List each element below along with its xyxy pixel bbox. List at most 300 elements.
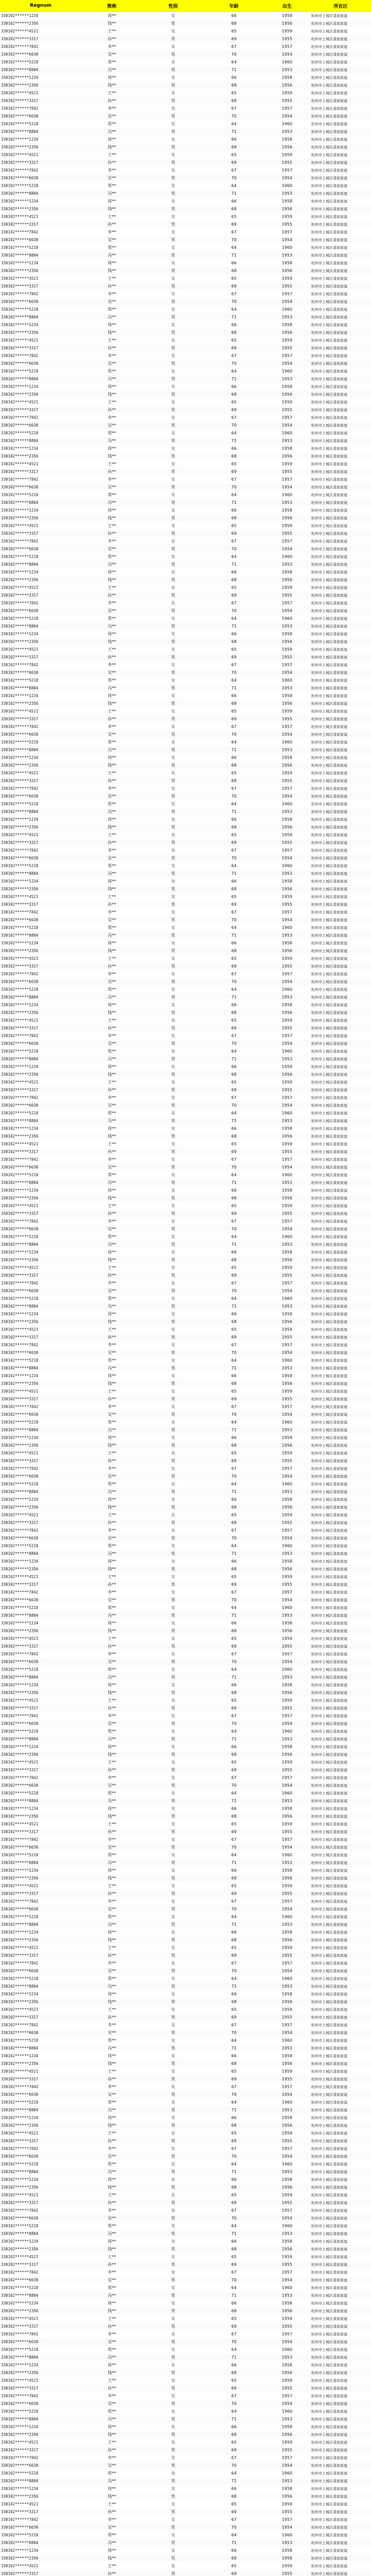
table-row[interactable] bbox=[0, 2207, 371, 2214]
cell-district[interactable]: 杭州市上城区清波街道 bbox=[311, 245, 347, 250]
cell-age[interactable]: 66 bbox=[231, 2363, 237, 2367]
cell-gender[interactable]: 女 bbox=[171, 1714, 175, 1718]
table-row[interactable] bbox=[0, 1047, 371, 1055]
cell-gender[interactable]: 女 bbox=[171, 2146, 175, 2151]
cell-district[interactable]: 杭州市上城区清波街道 bbox=[310, 1086, 371, 1094]
table-row[interactable] bbox=[0, 2222, 371, 2230]
cell-gender[interactable]: 女 bbox=[171, 13, 175, 18]
cell-gender[interactable]: 女 bbox=[171, 1003, 175, 1007]
cell-regnum[interactable]: 330102******8804 bbox=[0, 1179, 81, 1187]
table-row[interactable] bbox=[0, 1588, 371, 1596]
cell-gender[interactable]: 男 bbox=[142, 483, 204, 491]
cell-age[interactable]: 71 bbox=[204, 1673, 264, 1681]
cell-age[interactable]: 69 bbox=[204, 159, 264, 166]
table-row[interactable] bbox=[0, 2299, 371, 2307]
cell-district[interactable]: 杭州市上城区清波街道 bbox=[310, 885, 371, 893]
table-row[interactable] bbox=[0, 962, 371, 970]
cell-birth[interactable]: 1955 bbox=[264, 1395, 310, 1403]
cell-name[interactable]: 吴** bbox=[81, 978, 142, 986]
cell-age[interactable]: 69 bbox=[204, 1272, 264, 1279]
cell-district[interactable]: 杭州市上城区清波街道 bbox=[310, 421, 371, 429]
cell-regnum[interactable]: 330102******2356 bbox=[0, 2554, 81, 2562]
cell-name[interactable]: 吴** bbox=[81, 298, 142, 306]
cell-gender[interactable]: 男 bbox=[142, 391, 204, 398]
cell-gender[interactable]: 男 bbox=[142, 221, 204, 228]
table-row[interactable] bbox=[0, 1519, 371, 1527]
cell-district[interactable]: 杭州市上城区清波街道 bbox=[310, 1936, 371, 1944]
cell-name[interactable]: 郑** bbox=[108, 2100, 116, 2105]
cell-gender[interactable]: 男 bbox=[142, 2245, 204, 2253]
cell-birth[interactable]: 1953 bbox=[264, 66, 310, 74]
cell-district[interactable]: 杭州市上城区清波街道 bbox=[310, 870, 371, 877]
cell-birth[interactable]: 1957 bbox=[281, 2394, 293, 2398]
cell-name[interactable]: 李** bbox=[108, 477, 116, 482]
table-row[interactable] bbox=[0, 1681, 371, 1689]
cell-name[interactable]: 冯** bbox=[81, 622, 142, 630]
table-row[interactable] bbox=[0, 2554, 371, 2562]
cell-name[interactable]: 郑** bbox=[108, 863, 116, 868]
cell-name[interactable]: 吴** bbox=[81, 1040, 142, 1047]
cell-district[interactable]: 杭州市上城区清波街道 bbox=[310, 499, 371, 506]
cell-district[interactable]: 杭州市上城区清波街道 bbox=[311, 1234, 347, 1239]
cell-name[interactable]: 吴** bbox=[81, 545, 142, 553]
cell-name[interactable]: 吴** bbox=[81, 731, 142, 738]
table-row[interactable] bbox=[0, 839, 371, 846]
cell-regnum[interactable]: 330102******3317 bbox=[0, 591, 81, 599]
cell-birth[interactable]: 1954 bbox=[264, 792, 310, 800]
cell-birth[interactable]: 1960 bbox=[281, 2100, 293, 2105]
table-row[interactable] bbox=[0, 1465, 371, 1472]
cell-gender[interactable]: 女 bbox=[171, 2100, 175, 2105]
cell-district[interactable]: 杭州市上城区清波街道 bbox=[310, 2168, 371, 2176]
cell-birth[interactable]: 1957 bbox=[281, 1899, 293, 1904]
table-row[interactable] bbox=[0, 2238, 371, 2245]
cell-name[interactable]: 孙** bbox=[81, 1581, 142, 1588]
cell-district[interactable]: 杭州市上城区清波街道 bbox=[311, 1126, 347, 1131]
cell-age[interactable]: 69 bbox=[204, 1766, 264, 1774]
cell-birth[interactable]: 1959 bbox=[281, 1327, 293, 1332]
cell-birth[interactable]: 1959 bbox=[281, 2502, 293, 2506]
cell-regnum[interactable]: 330102******3317 bbox=[0, 2261, 81, 2268]
cell-name[interactable]: 吴** bbox=[81, 1101, 142, 1109]
cell-name[interactable]: 周** bbox=[108, 2486, 116, 2491]
cell-birth[interactable]: 1954 bbox=[264, 669, 310, 676]
cell-district[interactable]: 杭州市上城区清波街道 bbox=[311, 2502, 347, 2506]
cell-district[interactable]: 杭州市上城区清波街道 bbox=[310, 2029, 371, 2037]
cell-birth[interactable]: 1956 bbox=[264, 1503, 310, 1511]
cell-birth[interactable]: 1955 bbox=[264, 1766, 310, 1774]
cell-name[interactable]: 冯** bbox=[81, 2539, 142, 2547]
cell-age[interactable]: 70 bbox=[204, 1658, 264, 1666]
cell-gender[interactable]: 男 bbox=[142, 1766, 204, 1774]
cell-name[interactable]: 吴** bbox=[81, 236, 142, 244]
cell-age[interactable]: 69 bbox=[204, 777, 264, 785]
cell-gender[interactable]: 男 bbox=[142, 360, 204, 367]
cell-age[interactable]: 67 bbox=[231, 910, 237, 914]
cell-age[interactable]: 67 bbox=[231, 2517, 237, 2522]
cell-district[interactable]: 杭州市上城区清波街道 bbox=[311, 1111, 347, 1115]
cell-name[interactable]: 钱** bbox=[81, 1812, 142, 1820]
cell-regnum[interactable]: 330102******1234 bbox=[1, 1559, 39, 1564]
cell-birth[interactable]: 1959 bbox=[281, 1636, 293, 1641]
cell-district[interactable]: 杭州市上城区清波街道 bbox=[310, 1272, 371, 1279]
cell-birth[interactable]: 1957 bbox=[281, 292, 293, 296]
cell-district[interactable]: 杭州市上城区清波街道 bbox=[311, 1528, 347, 1533]
cell-name[interactable]: 钱** bbox=[81, 576, 142, 584]
table-row[interactable] bbox=[0, 653, 371, 661]
cell-birth[interactable]: 1955 bbox=[264, 1272, 310, 1279]
cell-gender[interactable]: 男 bbox=[142, 66, 204, 74]
cell-birth[interactable]: 1954 bbox=[264, 2276, 310, 2284]
cell-regnum[interactable]: 330102******1234 bbox=[1, 632, 39, 636]
cell-regnum[interactable]: 330102******6630 bbox=[0, 1287, 81, 1295]
table-row[interactable] bbox=[0, 452, 371, 460]
cell-name[interactable]: 吴** bbox=[81, 2338, 142, 2346]
cell-birth[interactable]: 1953 bbox=[264, 1055, 310, 1063]
cell-age[interactable]: 67 bbox=[231, 663, 237, 667]
cell-gender[interactable]: 女 bbox=[171, 2548, 175, 2553]
cell-name[interactable]: 吴** bbox=[81, 916, 142, 924]
cell-age[interactable]: 67 bbox=[231, 2332, 237, 2336]
cell-regnum[interactable]: 330102******7842 bbox=[1, 1899, 39, 1904]
cell-name[interactable]: 李** bbox=[108, 663, 116, 667]
cell-district[interactable]: 杭州市上城区清波街道 bbox=[311, 1204, 347, 1208]
cell-gender[interactable]: 男 bbox=[142, 298, 204, 306]
cell-birth[interactable]: 1960 bbox=[281, 245, 293, 250]
cell-district[interactable]: 杭州市上城区清波街道 bbox=[310, 190, 371, 197]
cell-regnum[interactable]: 330102******5218 bbox=[1, 1544, 39, 1548]
cell-age[interactable]: 68 bbox=[204, 391, 264, 398]
cell-gender[interactable]: 男 bbox=[142, 1503, 204, 1511]
cell-gender[interactable]: 男 bbox=[142, 2261, 204, 2268]
cell-regnum[interactable]: 330102******2356 bbox=[0, 2369, 81, 2377]
cell-birth[interactable]: 1953 bbox=[264, 2539, 310, 2547]
cell-regnum[interactable]: 330102******8804 bbox=[0, 2044, 81, 2052]
cell-name[interactable]: 李** bbox=[108, 1652, 116, 1656]
cell-birth[interactable]: 1958 bbox=[281, 75, 293, 80]
cell-regnum[interactable]: 330102******7842 bbox=[1, 1095, 39, 1100]
cell-birth[interactable]: 1954 bbox=[264, 1905, 310, 1913]
cell-district[interactable]: 杭州市上城区清波街道 bbox=[311, 446, 347, 451]
cell-age[interactable]: 64 bbox=[231, 2224, 237, 2228]
cell-age[interactable]: 67 bbox=[231, 2455, 237, 2460]
cell-age[interactable]: 68 bbox=[204, 885, 264, 893]
cell-name[interactable]: 郑** bbox=[108, 1976, 116, 1981]
cell-age[interactable]: 70 bbox=[204, 1411, 264, 1418]
cell-gender[interactable]: 女 bbox=[171, 2177, 175, 2182]
table-row[interactable] bbox=[0, 615, 371, 622]
table-row[interactable] bbox=[0, 50, 371, 58]
table-row[interactable] bbox=[0, 290, 371, 298]
cell-age[interactable]: 66 bbox=[231, 693, 237, 698]
cell-gender[interactable]: 男 bbox=[142, 2230, 204, 2238]
cell-name[interactable]: 孙** bbox=[81, 901, 142, 908]
table-row[interactable] bbox=[0, 970, 371, 978]
table-row[interactable] bbox=[0, 1264, 371, 1272]
cell-gender[interactable]: 男 bbox=[142, 653, 204, 661]
table-row[interactable] bbox=[0, 1921, 371, 1928]
cell-district[interactable]: 杭州市上城区清波街道 bbox=[310, 1596, 371, 1604]
table-row[interactable] bbox=[0, 707, 371, 715]
table-row[interactable] bbox=[0, 2384, 371, 2392]
table-row[interactable] bbox=[0, 105, 371, 112]
table-row[interactable] bbox=[0, 931, 371, 939]
cell-regnum[interactable]: 330102******1234 bbox=[1, 2054, 39, 2058]
cell-name[interactable]: 钱** bbox=[81, 1627, 142, 1635]
cell-gender[interactable]: 女 bbox=[171, 539, 175, 544]
table-row[interactable] bbox=[0, 2547, 371, 2554]
cell-gender[interactable]: 女 bbox=[171, 493, 175, 497]
table-row[interactable] bbox=[0, 445, 371, 452]
table-row[interactable] bbox=[0, 2307, 371, 2315]
table-row[interactable] bbox=[0, 1959, 371, 1967]
cell-district[interactable]: 杭州市上城区清波街道 bbox=[311, 2162, 347, 2166]
cell-gender[interactable]: 男 bbox=[142, 1998, 204, 2006]
cell-district[interactable]: 杭州市上城区清波街道 bbox=[310, 1859, 371, 1867]
cell-age[interactable]: 64 bbox=[231, 1482, 237, 1486]
cell-gender[interactable]: 女 bbox=[171, 925, 175, 930]
cell-district[interactable]: 杭州市上城区清波街道 bbox=[310, 1426, 371, 1434]
table-row[interactable] bbox=[0, 599, 371, 607]
cell-age[interactable]: 71 bbox=[204, 2353, 264, 2361]
cell-age[interactable]: 65 bbox=[231, 894, 237, 899]
table-row[interactable] bbox=[0, 275, 371, 282]
cell-regnum[interactable]: 330102******7842 bbox=[1, 1219, 39, 1224]
cell-district[interactable]: 杭州市上城区清波街道 bbox=[310, 947, 371, 955]
cell-gender[interactable]: 女 bbox=[171, 214, 175, 219]
table-row[interactable] bbox=[0, 1782, 371, 1789]
cell-gender[interactable]: 男 bbox=[142, 1658, 204, 1666]
cell-name[interactable]: 吴** bbox=[81, 1967, 142, 1975]
cell-gender[interactable]: 女 bbox=[171, 1482, 175, 1486]
cell-gender[interactable]: 女 bbox=[171, 400, 175, 404]
cell-age[interactable]: 66 bbox=[231, 817, 237, 822]
table-row[interactable] bbox=[0, 2508, 371, 2516]
cell-birth[interactable]: 1955 bbox=[264, 530, 310, 537]
cell-name[interactable]: 周** bbox=[108, 1312, 116, 1316]
cell-name[interactable]: 郑** bbox=[108, 1729, 116, 1734]
cell-district[interactable]: 杭州市上城区清波街道 bbox=[311, 1142, 347, 1146]
cell-age[interactable]: 66 bbox=[231, 1559, 237, 1564]
cell-district[interactable]: 杭州市上城区清波街道 bbox=[311, 2270, 347, 2275]
cell-district[interactable]: 杭州市上城区清波街道 bbox=[311, 2486, 347, 2491]
cell-district[interactable]: 杭州市上城区清波街道 bbox=[311, 230, 347, 234]
cell-regnum[interactable]: 330102******8804 bbox=[0, 561, 81, 568]
cell-birth[interactable]: 1958 bbox=[281, 1312, 293, 1316]
cell-gender[interactable]: 男 bbox=[142, 1550, 204, 1557]
table-row[interactable] bbox=[0, 2462, 371, 2469]
table-row[interactable] bbox=[0, 2523, 371, 2531]
cell-district[interactable]: 杭州市上城区清波街道 bbox=[311, 894, 347, 899]
cell-age[interactable]: 67 bbox=[231, 1899, 237, 1904]
table-row[interactable] bbox=[0, 267, 371, 275]
cell-gender[interactable]: 男 bbox=[142, 1272, 204, 1279]
cell-name[interactable]: 孙** bbox=[81, 1519, 142, 1527]
table-row[interactable] bbox=[0, 877, 371, 885]
cell-name[interactable]: 孙** bbox=[81, 2384, 142, 2392]
cell-birth[interactable]: 1960 bbox=[281, 2162, 293, 2166]
cell-age[interactable]: 66 bbox=[231, 879, 237, 884]
cell-district[interactable]: 杭州市上城区清波街道 bbox=[310, 545, 371, 553]
cell-age[interactable]: 67 bbox=[231, 724, 237, 729]
cell-regnum[interactable]: 330102******4521 bbox=[1, 2255, 39, 2259]
cell-name[interactable]: 郑** bbox=[108, 369, 116, 374]
cell-name[interactable]: 王** bbox=[108, 1080, 116, 1084]
cell-gender[interactable]: 女 bbox=[171, 2425, 175, 2429]
cell-name[interactable]: 吴** bbox=[81, 2400, 142, 2408]
table-row[interactable] bbox=[0, 676, 371, 684]
cell-age[interactable]: 67 bbox=[231, 1837, 237, 1842]
cell-name[interactable]: 钱** bbox=[81, 1936, 142, 1944]
cell-district[interactable]: 杭州市上城区清波街道 bbox=[310, 1488, 371, 1496]
cell-gender[interactable]: 女 bbox=[171, 462, 175, 466]
cell-birth[interactable]: 1957 bbox=[281, 1095, 293, 1100]
table-row[interactable] bbox=[0, 1627, 371, 1635]
table-row[interactable] bbox=[0, 143, 371, 151]
cell-birth[interactable]: 1960 bbox=[281, 2347, 293, 2352]
cell-gender[interactable]: 女 bbox=[171, 1327, 175, 1332]
cell-age[interactable]: 70 bbox=[204, 2091, 264, 2098]
cell-district[interactable]: 杭州市上城区清波街道 bbox=[311, 941, 347, 945]
cell-regnum[interactable]: 330102******8804 bbox=[0, 1117, 81, 1125]
cell-birth[interactable]: 1955 bbox=[264, 1086, 310, 1094]
cell-regnum[interactable]: 330102******3317 bbox=[0, 2446, 81, 2454]
table-row[interactable] bbox=[0, 182, 371, 190]
table-row[interactable] bbox=[0, 1272, 371, 1279]
cell-name[interactable]: 李** bbox=[108, 1775, 116, 1780]
cell-age[interactable]: 67 bbox=[231, 1528, 237, 1533]
cell-birth[interactable]: 1953 bbox=[264, 746, 310, 754]
cell-birth[interactable]: 1959 bbox=[281, 1018, 293, 1023]
cell-district[interactable]: 杭州市上城区清波街道 bbox=[311, 910, 347, 914]
cell-district[interactable]: 杭州市上城区清波街道 bbox=[310, 1797, 371, 1805]
cell-birth[interactable]: 1960 bbox=[281, 493, 293, 497]
cell-age[interactable]: 70 bbox=[204, 2462, 264, 2469]
table-row[interactable] bbox=[0, 12, 371, 20]
cell-district[interactable]: 杭州市上城区清波街道 bbox=[311, 1667, 347, 1672]
cell-age[interactable]: 66 bbox=[231, 941, 237, 945]
cell-district[interactable]: 杭州市上城区清波街道 bbox=[311, 570, 347, 574]
cell-birth[interactable]: 1957 bbox=[281, 1590, 293, 1595]
cell-regnum[interactable]: 330102******3317 bbox=[0, 530, 81, 537]
cell-birth[interactable]: 1955 bbox=[264, 35, 310, 43]
cell-age[interactable]: 66 bbox=[231, 570, 237, 574]
cell-name[interactable]: 郑** bbox=[108, 1358, 116, 1363]
cell-gender[interactable]: 女 bbox=[171, 1281, 175, 1285]
cell-name[interactable]: 周** bbox=[108, 2363, 116, 2367]
cell-name[interactable]: 孙** bbox=[81, 1704, 142, 1712]
table-row[interactable] bbox=[0, 1403, 371, 1411]
cell-gender[interactable]: 女 bbox=[171, 431, 175, 435]
cell-name[interactable]: 李** bbox=[108, 1837, 116, 1842]
table-row[interactable] bbox=[0, 1024, 371, 1032]
cell-birth[interactable]: 1956 bbox=[264, 700, 310, 707]
cell-age[interactable]: 66 bbox=[231, 1806, 237, 1811]
cell-gender[interactable]: 女 bbox=[171, 75, 175, 80]
cell-regnum[interactable]: 330102******1234 bbox=[1, 2363, 39, 2367]
cell-name[interactable]: 李** bbox=[108, 848, 116, 853]
cell-name[interactable]: 王** bbox=[108, 214, 116, 219]
cell-birth[interactable]: 1959 bbox=[281, 2440, 293, 2445]
cell-name[interactable]: 郑** bbox=[108, 122, 116, 126]
cell-age[interactable]: 65 bbox=[231, 1204, 237, 1208]
cell-name[interactable]: 孙** bbox=[81, 2508, 142, 2516]
cell-birth[interactable]: 1959 bbox=[281, 214, 293, 219]
cell-age[interactable]: 65 bbox=[231, 214, 237, 219]
cell-district[interactable]: 杭州市上城区清波街道 bbox=[311, 2131, 347, 2136]
cell-district[interactable]: 杭州市上城区清波街道 bbox=[311, 400, 347, 404]
cell-district[interactable]: 杭州市上城区清波街道 bbox=[311, 1049, 347, 1054]
cell-age[interactable]: 70 bbox=[204, 1843, 264, 1851]
cell-age[interactable]: 68 bbox=[204, 2122, 264, 2129]
cell-gender[interactable]: 女 bbox=[171, 91, 175, 95]
table-row[interactable] bbox=[0, 221, 371, 228]
cell-birth[interactable]: 1957 bbox=[281, 353, 293, 358]
cell-gender[interactable]: 男 bbox=[142, 2044, 204, 2052]
cell-birth[interactable]: 1955 bbox=[264, 1519, 310, 1527]
cell-regnum[interactable]: 330102******4521 bbox=[1, 2564, 39, 2568]
cell-name[interactable]: 孙** bbox=[81, 35, 142, 43]
cell-district[interactable]: 杭州市上城区清波街道 bbox=[311, 1219, 347, 1224]
cell-gender[interactable]: 女 bbox=[171, 1265, 175, 1270]
cell-birth[interactable]: 1954 bbox=[264, 421, 310, 429]
cell-district[interactable]: 杭州市上城区清波街道 bbox=[311, 477, 347, 482]
cell-birth[interactable]: 1958 bbox=[281, 1188, 293, 1193]
cell-regnum[interactable]: 330102******1234 bbox=[1, 817, 39, 822]
cell-name[interactable]: 钱** bbox=[81, 2183, 142, 2191]
cell-district[interactable]: 杭州市上城区清波街道 bbox=[310, 406, 371, 414]
table-row[interactable] bbox=[0, 1117, 371, 1125]
cell-regnum[interactable]: 330102******2356 bbox=[0, 1132, 81, 1140]
cell-district[interactable]: 杭州市上城区清波街道 bbox=[310, 1503, 371, 1511]
cell-name[interactable]: 郑** bbox=[108, 1111, 116, 1115]
cell-name[interactable]: 冯** bbox=[81, 1488, 142, 1496]
cell-gender[interactable]: 男 bbox=[142, 1086, 204, 1094]
cell-gender[interactable]: 女 bbox=[171, 647, 175, 652]
table-row[interactable] bbox=[0, 2253, 371, 2261]
cell-gender[interactable]: 男 bbox=[142, 2168, 204, 2176]
cell-regnum[interactable]: 330102******7842 bbox=[1, 972, 39, 976]
cell-birth[interactable]: 1958 bbox=[281, 508, 293, 513]
cell-age[interactable]: 68 bbox=[204, 2369, 264, 2377]
cell-regnum[interactable]: 330102******3317 bbox=[0, 2137, 81, 2145]
cell-name[interactable]: 王** bbox=[108, 2007, 116, 2012]
cell-age[interactable]: 69 bbox=[204, 1890, 264, 1897]
cell-regnum[interactable]: 330102******3317 bbox=[0, 221, 81, 228]
cell-regnum[interactable]: 330102******2356 bbox=[0, 1998, 81, 2006]
cell-birth[interactable]: 1958 bbox=[281, 1621, 293, 1625]
cell-name[interactable]: 王** bbox=[108, 2316, 116, 2321]
cell-regnum[interactable]: 330102******1234 bbox=[1, 1683, 39, 1687]
table-row[interactable] bbox=[0, 1279, 371, 1287]
table-row[interactable] bbox=[0, 2129, 371, 2137]
cell-regnum[interactable]: 330102******4521 bbox=[1, 1513, 39, 1517]
cell-age[interactable]: 69 bbox=[204, 2323, 264, 2330]
cell-gender[interactable]: 女 bbox=[171, 384, 175, 389]
cell-regnum[interactable]: 330102******3317 bbox=[0, 2199, 81, 2207]
cell-birth[interactable]: 1960 bbox=[281, 122, 293, 126]
cell-gender[interactable]: 男 bbox=[142, 421, 204, 429]
cell-name[interactable]: 郑** bbox=[108, 2409, 116, 2414]
cell-age[interactable]: 70 bbox=[204, 1349, 264, 1357]
cell-regnum[interactable]: 330102******8804 bbox=[0, 1488, 81, 1496]
cell-district[interactable]: 杭州市上城区清波街道 bbox=[311, 2038, 347, 2043]
cell-district[interactable]: 杭州市上城区清波街道 bbox=[311, 1358, 347, 1363]
cell-regnum[interactable]: 330102******8804 bbox=[0, 993, 81, 1001]
cell-district[interactable]: 杭州市上城区清波街道 bbox=[310, 2292, 371, 2299]
cell-district[interactable]: 杭州市上城区清波街道 bbox=[310, 978, 371, 986]
cell-name[interactable]: 冯** bbox=[81, 2106, 142, 2114]
